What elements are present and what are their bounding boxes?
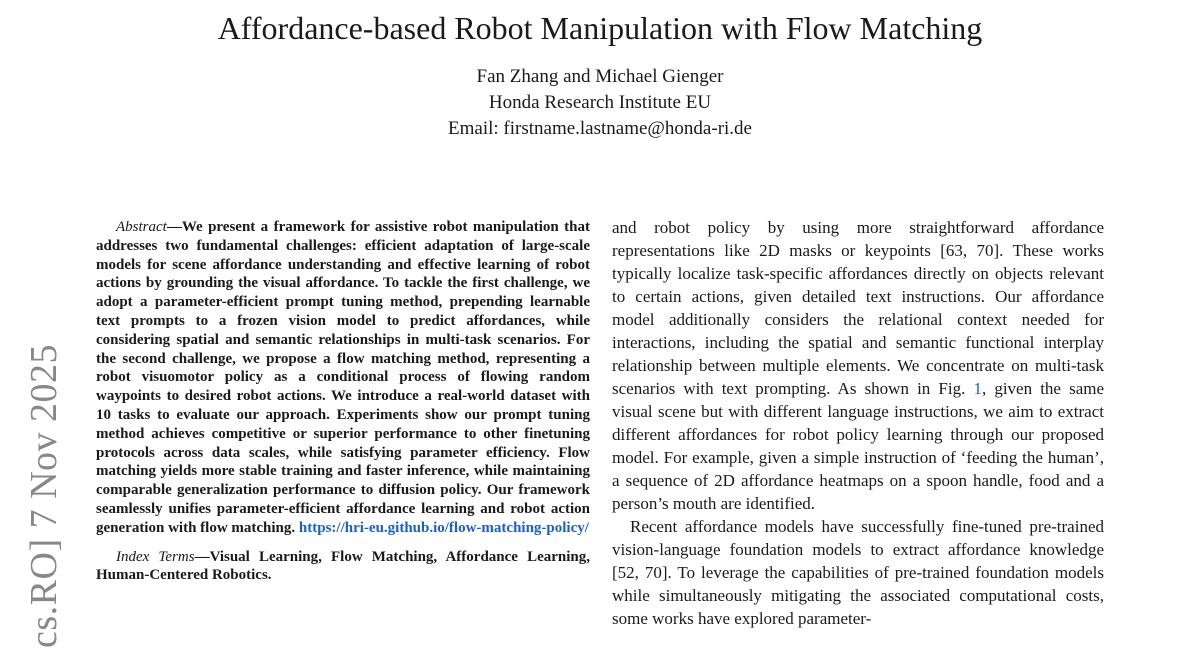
author-affiliation: Honda Research Institute EU — [488, 92, 712, 113]
author-email: Email: firstname.lastname@honda-ri.de — [448, 118, 752, 139]
author-block — [0, 64, 1200, 142]
body-paragraph-1-part-a: and robot policy by using more straightforward affordance representations like 2D masks or keypoints [63, 70]. These works typically localize task-specific affordances directly on objects relevant to certain actions, given detailed text instructions. Our affordance model additionally considers the relational context needed for interactions, including the spatial and semantic functional interplay relationship between multiple elements. We concentrate on multi-task scenarios with text prompting. As shown in Fig. — [612, 218, 1104, 398]
abstract-text: We present a framework for assistive robot manipulation that addresses two fundamental challenges: efficient adaptation of large-scale models for scene affordance understanding and effective learning of robot actions by grounding the visual affordance. To tackle the first challenge, we adopt a parameter-efficient prompt tuning method, prepending learnable text prompts to a frozen vision model to predict affordances, while considering spatial and semantic relationships in multi-task scenarios. For the second challenge, we propose a flow matching method, representing a robot visuomotor policy as a conditional process of flowing random waypoints to desired robot actions. We introduce a real-world dataset with 10 tasks to evaluate our approach. Experiments show our prompt tuning method achieves competitive or superior performance to other finetuning protocols across data scales, while satisfying parameter efficiency. Flow matching yields more stable training and faster inference, while maintaining comparable generalization performance to diffusion policy. Our framework seamlessly unifies parameter-efficient affordance learning and robot action generation with flow matching. — [96, 219, 590, 536]
paper-title: Affordance-based Robot Manipulation with Flow Matching — [217, 10, 983, 46]
arxiv-side-stamp: cs.RO] 7 Nov 2025 — [23, 343, 65, 648]
abstract-dash: — — [166, 219, 182, 235]
abstract-lead: Abstract — [116, 219, 167, 235]
figure-ref-link[interactable]: 1 — [973, 379, 982, 398]
index-terms — [96, 548, 590, 586]
body-paragraph-1 — [612, 216, 1104, 515]
body-paragraph-1-part-b: , given the same visual scene but with different language instructions, we aim to extract different affordances for robot policy learning through our proposed model. For example, given a simple instruction of ‘feeding the human’, a sequence of 2D affordance heatmaps on a spoon handle, food and a person’s mouth are identified. — [612, 379, 1105, 513]
index-terms-lead: Index Terms — [116, 548, 195, 565]
body-paragraph-2: Recent affordance models have successfully fine-tuned pre-trained vision-language foundation models to extract affordance knowledge [52, 70]. To leverage the capabilities of pre-trained foundation models while simultaneously mitigating the associated computational costs, some works have explored parameter- — [612, 517, 1104, 628]
abstract-paragraph — [96, 218, 590, 538]
index-terms-text: Visual Learning, Flow Matching, Affordance Learning, Human-Centered Robotics. — [96, 548, 590, 584]
project-link[interactable]: https://hri-eu.github.io/flow-matching-policy/ — [298, 519, 589, 536]
left-column — [96, 218, 590, 600]
right-column — [612, 216, 1104, 630]
author-names: Fan Zhang and Michael Gienger — [476, 66, 724, 87]
index-terms-dash: — — [194, 548, 210, 565]
